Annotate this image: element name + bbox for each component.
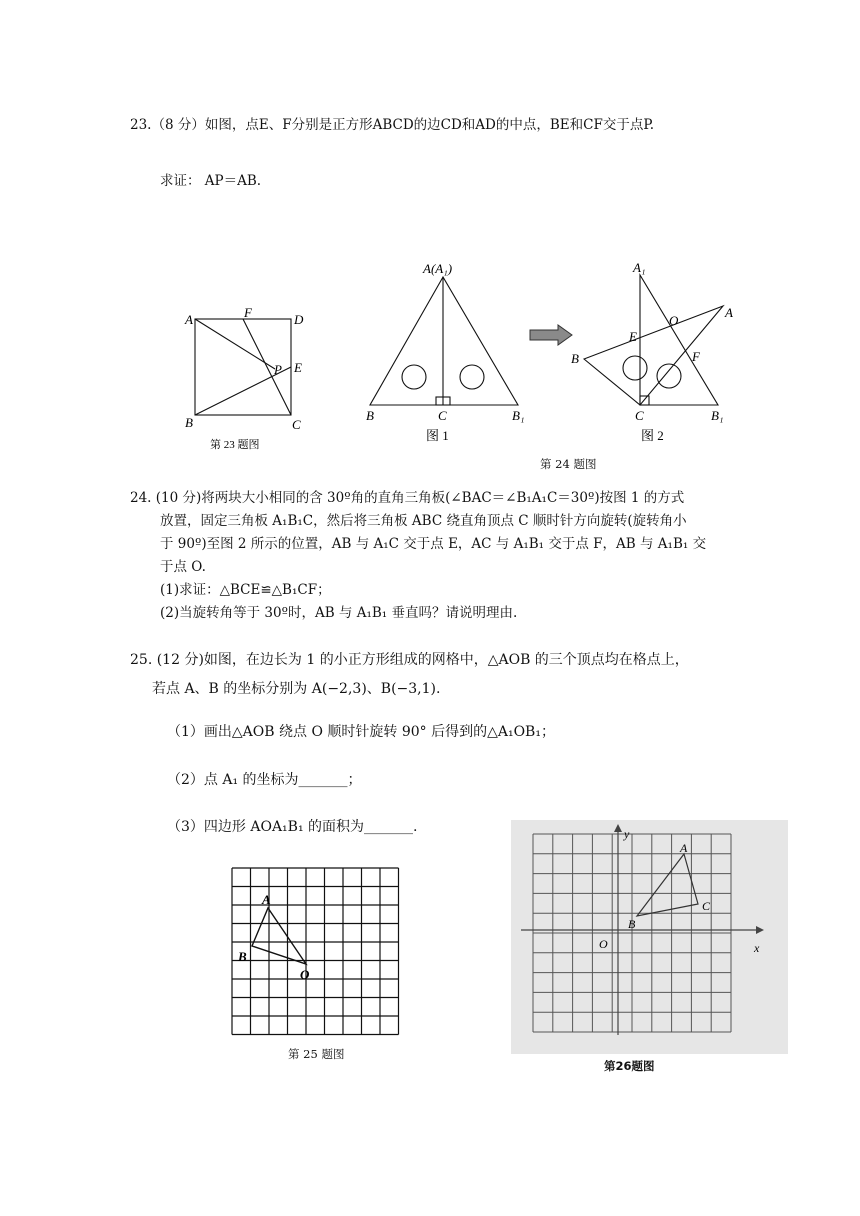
fig2-label-o: O — [669, 313, 679, 328]
q24-line-1: 24. (10 分)将两块大小相同的含 30º角的直角三角板(∠BAC＝∠B₁A₁C＝30º)按图 1 的方式 — [130, 490, 685, 506]
fig2-caption: 图 2 — [641, 428, 664, 443]
q24-line-4: 于点 O. — [160, 559, 206, 575]
fig2-label-e: E — [629, 329, 637, 344]
q25-line-1: 25. (12 分)如图，在边长为 1 的小正方形组成的网格中，△AOB 的三个顶点均在格点上， — [130, 652, 689, 668]
q26-label-b: B — [628, 917, 636, 931]
q23-label-d: D — [294, 312, 304, 327]
q23-text: 23.（8 分）如图，点E、F分别是正方形ABCD的边CD和AD的中点，BE和CF交于点P. — [130, 117, 654, 133]
q24-sub-2: (2)当旋转角等于 30º时，AB 与 A₁B₁ 垂直吗？请说明理由. — [160, 605, 518, 621]
q25-line-2: 若点 A、B 的坐标分别为 A(−2,3)、B(−3,1). — [152, 681, 441, 697]
q25-label-o: O — [300, 967, 310, 982]
q25-sub-2: （2）点 A₁ 的坐标为_______； — [167, 772, 362, 788]
fig2-label-c: C — [635, 408, 644, 423]
q23-figure — [170, 300, 320, 450]
q26-label-c: C — [702, 899, 711, 913]
q23-label-b: B — [185, 415, 193, 430]
fig1-label-c: C — [438, 408, 447, 423]
q26-label-o: O — [599, 937, 608, 951]
q26-label-x: x — [754, 941, 760, 955]
q23-label-p: P — [274, 362, 282, 377]
q26-label-a: A — [680, 841, 688, 855]
q24-sub-1: (1)求证：△BCE≌△B₁CF； — [160, 582, 331, 598]
fig2-label-b1: B₁ — [711, 408, 724, 423]
q23-label-e: E — [294, 360, 302, 375]
fig1-label-b1: B₁ — [512, 408, 525, 423]
fig2-label-a1: A₁ — [633, 260, 646, 275]
fig1-label-top: A(A₁) — [423, 261, 453, 276]
q24-line-3: 于 90º)至图 2 所示的位置，AB 与 A₁C 交于点 E，AC 与 A₁B₁ 交于点 F，AB 与 A₁B₁ 交 — [160, 536, 707, 552]
q26-photo — [511, 820, 788, 1054]
q23-label-f: F — [244, 305, 252, 320]
triangle-abc — [637, 854, 698, 916]
q25-label-a: A — [262, 892, 271, 907]
q24-line-2: 放置，固定三角板 A₁B₁C，然后将三角板 ABC 绕直角顶点 C 顺时针方向旋转(旋转角小 — [160, 513, 687, 529]
q23-caption: 第 23 题图 — [210, 439, 260, 450]
q25-sub-1: （1）画出△AOB 绕点 O 顺时针旋转 90° 后得到的△A₁OB₁； — [167, 724, 555, 740]
q26-caption: 第26题图 — [604, 1059, 655, 1073]
q24-caption: 第 24 题图 — [540, 457, 597, 471]
q23-label-c: C — [292, 417, 301, 432]
q24-figure-1 — [360, 255, 540, 450]
triangle-aob — [252, 908, 306, 964]
q25-label-b: B — [238, 949, 247, 964]
q24-figure-2 — [565, 255, 745, 450]
fig2-label-f: F — [692, 349, 700, 364]
q23-label-a: A — [185, 312, 193, 327]
q25-caption: 第 25 题图 — [288, 1047, 345, 1061]
fig1-label-b: B — [366, 408, 374, 423]
q25-sub-3: （3）四边形 AOA₁B₁ 的面积为_______. — [167, 819, 418, 835]
q23-prove: 求证： AP＝AB. — [160, 173, 262, 189]
q25-grid-figure — [222, 860, 402, 1050]
fig2-label-b: B — [571, 351, 579, 366]
fig2-label-a: A — [725, 305, 733, 320]
q26-label-y: y — [624, 827, 630, 841]
fig1-caption: 图 1 — [426, 428, 449, 443]
q26-grid-figure — [511, 820, 788, 1054]
